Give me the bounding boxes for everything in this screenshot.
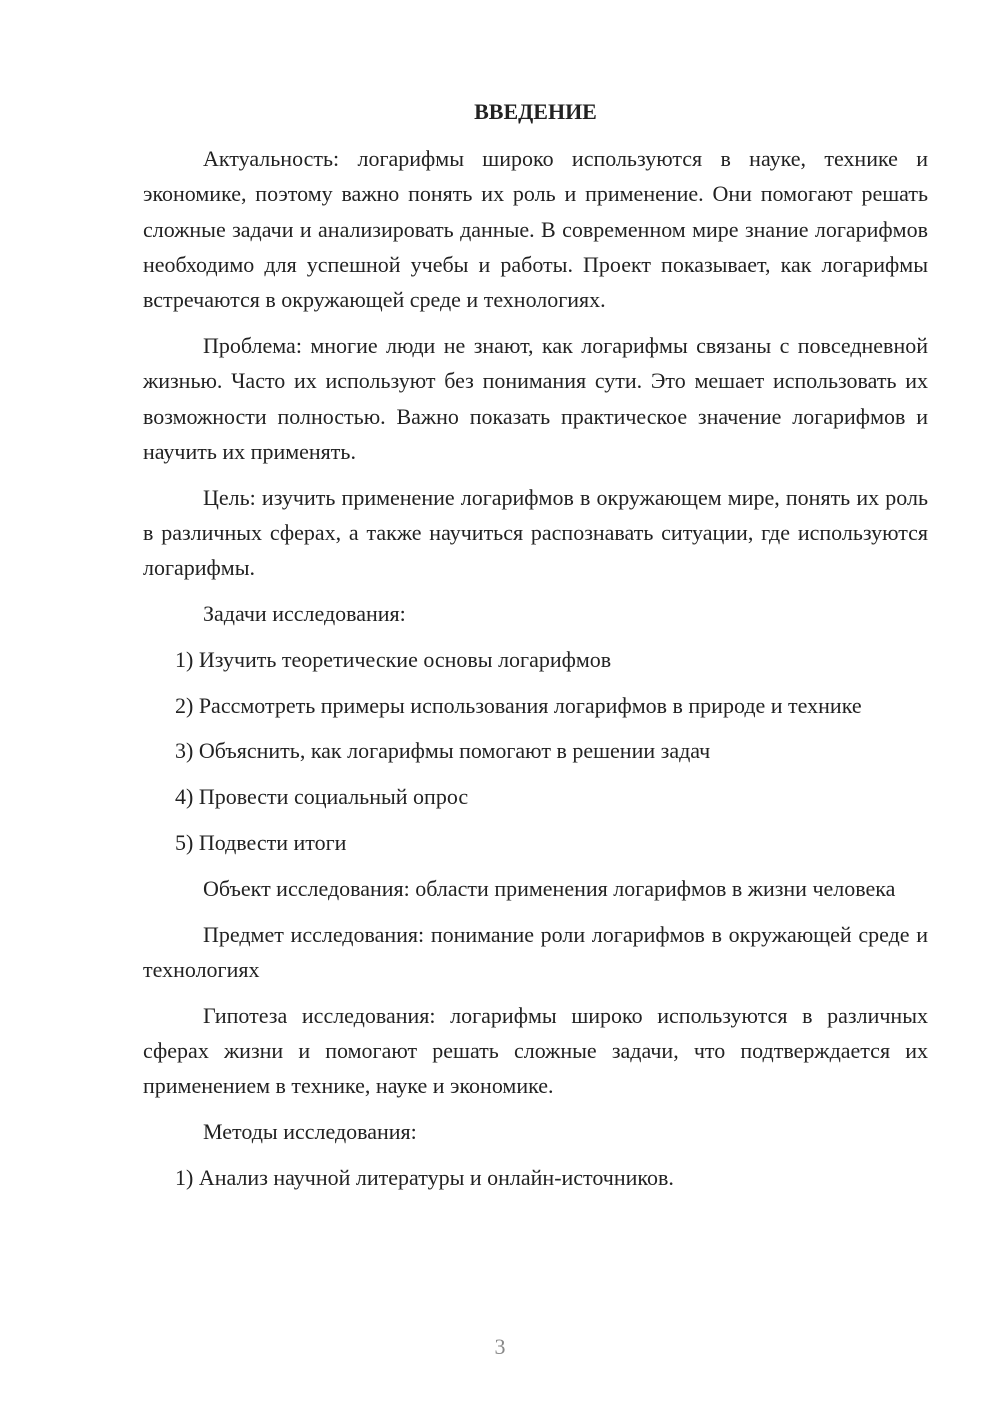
page-number: 3: [494, 1334, 506, 1359]
paragraph-goal: Цель: изучить применение логарифмов в окружающем мире, понять их роль в различных сферах, а также научиться распознавать ситуации, где используются логарифмы.: [143, 484, 928, 581]
task-item-1: 1) Изучить теоретические основы логарифмов: [175, 646, 612, 672]
paragraph-relevance: Актуальность: логарифмы широко используются в науке, технике и экономике, поэтому важно понять их роль и применение. Они помогают решать сложные задачи и анализировать данные. В современном мире знание логарифмов необходимо для успешной учебы и работы. Проект показывает, как логарифмы встречаются в окружающей среде и технологиях.: [143, 146, 928, 313]
task-item-3: 3) Объяснить, как логарифмы помогают в решении задач: [175, 738, 711, 764]
body-text: [143, 141, 928, 1206]
method-item-1: 1) Анализ научной литературы и онлайн-источников.: [175, 1164, 674, 1190]
paragraph-hypothesis: Гипотеза исследования: логарифмы широко используются в различных сферах жизни и помогают решать сложные задачи, что подтверждается их применением в технике, науке и экономике.: [143, 1002, 928, 1099]
page-title: ВВЕДЕНИЕ: [474, 99, 597, 124]
paragraph-problem: Проблема: многие люди не знают, как логарифмы связаны с повседневной жизнью. Часто их используют без понимания сути. Это мешает использовать их возможности полностью. Важно показать практическое значение логарифмов и научить их применять.: [143, 332, 928, 464]
task-item-5: 5) Подвести итоги: [175, 830, 347, 856]
methods-heading: Методы исследования:: [203, 1119, 417, 1145]
task-item-2: 2) Рассмотреть примеры использования логарифмов в природе и технике: [175, 692, 862, 718]
paragraph-subject: Предмет исследования: понимание роли логарифмов в окружающей среде и технологиях: [143, 921, 928, 982]
task-item-4: 4) Провести социальный опрос: [175, 784, 469, 810]
paragraph-object: Объект исследования: области применения логарифмов в жизни человека: [203, 875, 896, 901]
tasks-heading: Задачи исследования:: [203, 601, 406, 627]
